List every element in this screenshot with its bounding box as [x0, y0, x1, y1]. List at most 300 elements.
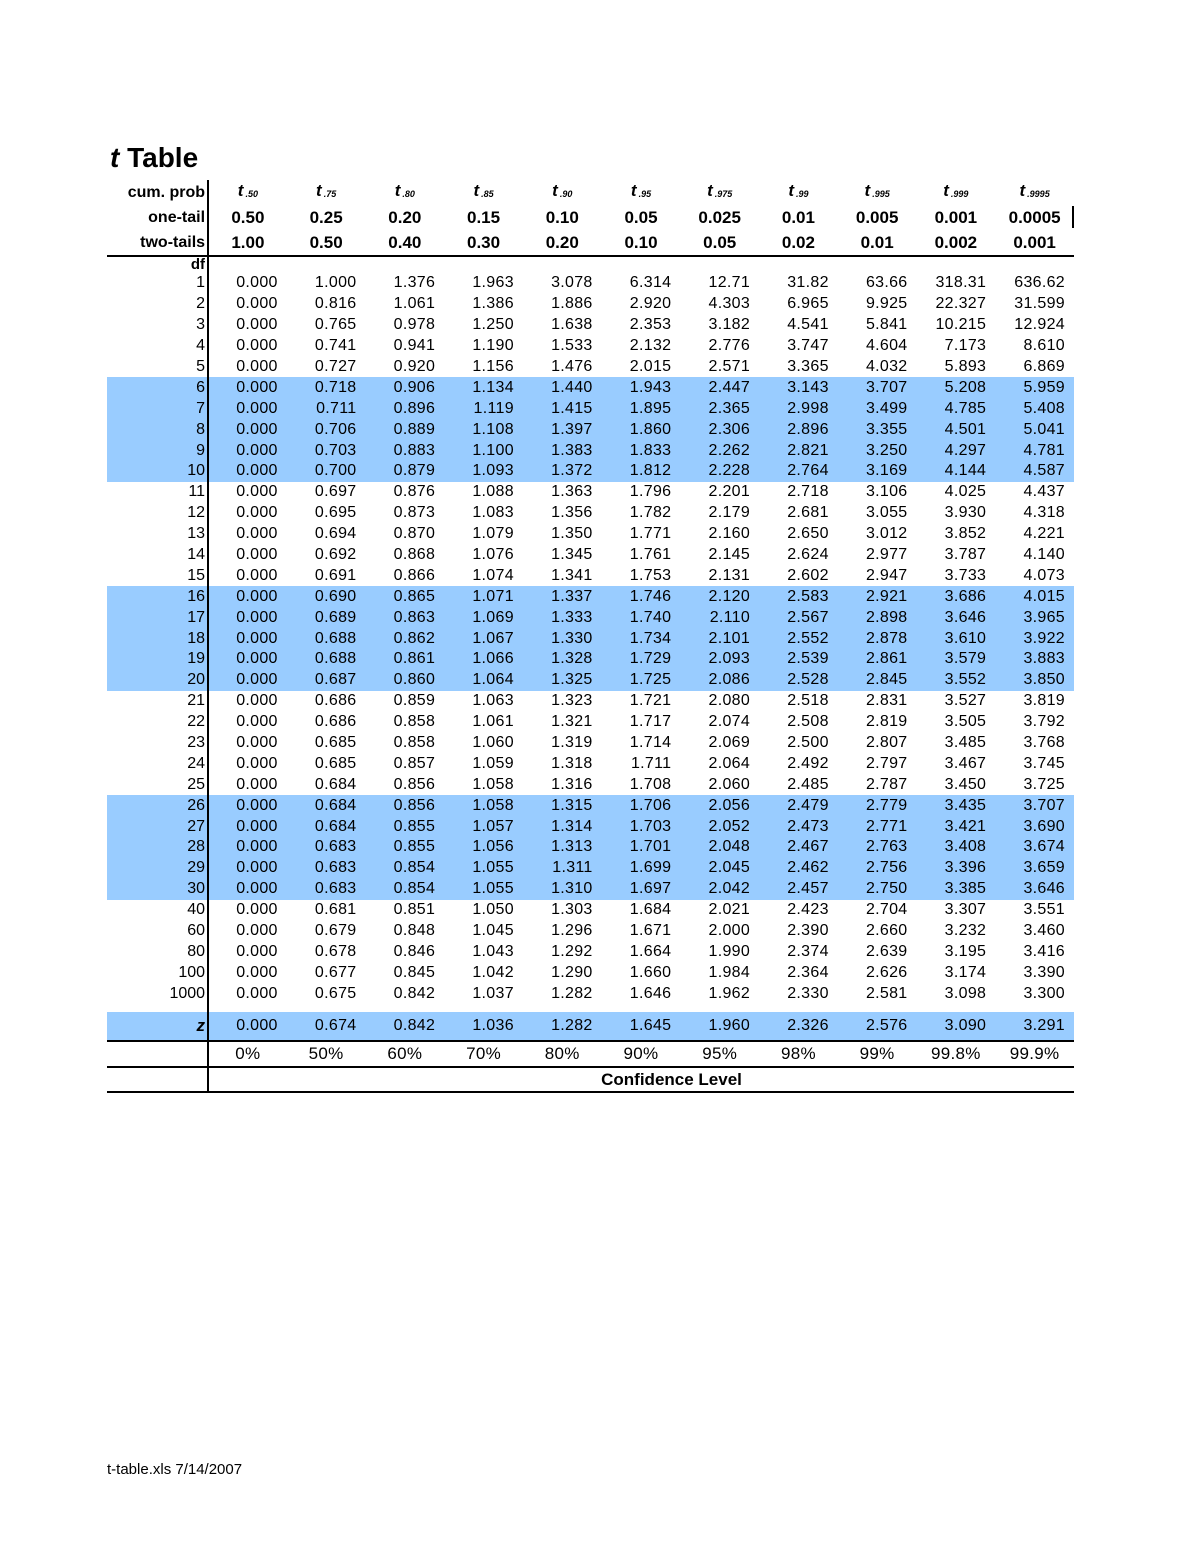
table-row — [107, 733, 1074, 754]
critical-value-cell: 4.318 — [1023, 504, 1065, 522]
critical-value-cell: 3.768 — [1023, 734, 1065, 752]
critical-value-cell: 1.363 — [551, 483, 593, 501]
critical-value-cell: 1.282 — [551, 984, 593, 1002]
critical-value-cell: 0.846 — [393, 942, 436, 960]
critical-value-cell: 3.467 — [944, 754, 987, 772]
cum-prob-t-symbol: t — [1019, 181, 1026, 200]
critical-value-cell: 0.855 — [365, 816, 444, 837]
cum-prob-subscript: .80 — [402, 189, 415, 199]
z-value-cell: 2.326 — [759, 1012, 838, 1041]
cum-prob-cell — [602, 180, 681, 205]
critical-value-cell: 0.683 — [287, 879, 366, 900]
critical-value-cell: 1.350 — [551, 525, 593, 543]
critical-value-cell: 2.898 — [838, 607, 917, 628]
critical-value-cell: 0.000 — [236, 358, 278, 375]
critical-value-cell: 2.750 — [838, 879, 917, 900]
critical-value-cell: 3.610 — [917, 628, 996, 649]
critical-value-cell: 12.71 — [708, 274, 751, 292]
table-row — [107, 273, 1074, 294]
two-tails-row — [107, 230, 1074, 256]
critical-value-cell: 1.061 — [472, 713, 514, 731]
critical-value-cell: 318.31 — [935, 274, 987, 292]
critical-value-cell: 3.930 — [944, 504, 987, 522]
critical-value-cell: 1.703 — [602, 816, 681, 837]
critical-value-cell: 6.314 — [629, 274, 672, 292]
critical-value-cell: 1.746 — [602, 586, 681, 607]
z-value-cell: 3.291 — [995, 1012, 1074, 1041]
critical-value-cell: 0.889 — [365, 419, 444, 440]
critical-value-cell: 0.000 — [236, 734, 278, 752]
critical-value-cell: 0.687 — [287, 670, 366, 691]
critical-value-cell: 1.037 — [472, 984, 514, 1002]
df-value: 40 — [107, 900, 208, 921]
critical-value-cell: 0.941 — [393, 337, 436, 355]
critical-value-cell: 2.131 — [708, 566, 751, 584]
critical-value-cell: 0.727 — [314, 358, 357, 375]
critical-value-cell: 3.143 — [759, 377, 838, 398]
critical-value-cell: 0.858 — [393, 734, 436, 752]
critical-value-cell: 0.000 — [208, 607, 287, 628]
critical-value-cell: 0.860 — [365, 670, 444, 691]
z-value-cell: 1.645 — [602, 1012, 681, 1041]
critical-value-cell: 3.307 — [944, 901, 987, 919]
two-tails-cell: 0.02 — [781, 232, 815, 252]
critical-value-cell: 0.683 — [287, 858, 366, 879]
confidence-percent-cell: 99.9% — [995, 1041, 1074, 1067]
critical-value-cell: 2.423 — [787, 901, 829, 919]
critical-value-cell: 1.796 — [629, 483, 672, 501]
critical-value-cell: 3.792 — [1023, 713, 1065, 731]
critical-value-cell: 0.000 — [236, 316, 278, 334]
critical-value-cell: 0.854 — [365, 879, 444, 900]
title-rest: Table — [127, 142, 199, 173]
critical-value-cell: 3.527 — [944, 692, 987, 710]
critical-value-cell: 2.567 — [759, 607, 838, 628]
critical-value-cell: 0.000 — [208, 795, 287, 816]
cum-prob-subscript: .75 — [323, 189, 337, 199]
critical-value-cell: 0.685 — [314, 754, 357, 772]
critical-value-cell: 1.066 — [444, 649, 523, 670]
df-value: 5 — [107, 357, 208, 378]
table-row — [107, 983, 1074, 1004]
critical-value-cell: 1.333 — [523, 607, 602, 628]
critical-value-cell: 2.878 — [838, 628, 917, 649]
df-value: 17 — [107, 607, 208, 628]
table-row — [107, 377, 1074, 398]
critical-value-cell: 1.316 — [551, 775, 593, 793]
critical-value-cell: 2.145 — [708, 546, 751, 564]
critical-value-cell: 1.325 — [523, 670, 602, 691]
critical-value-cell: 0.688 — [287, 628, 366, 649]
cum-prob-t-symbol: t — [707, 181, 713, 200]
critical-value-cell: 0.868 — [393, 546, 436, 564]
critical-value-cell: 2.660 — [865, 922, 908, 940]
critical-value-cell: 0.765 — [314, 316, 357, 334]
critical-value-cell: 2.492 — [787, 754, 829, 772]
critical-value-cell: 3.182 — [708, 316, 751, 334]
critical-value-cell: 3.169 — [838, 461, 917, 482]
critical-value-cell: 1.058 — [472, 775, 514, 793]
critical-value-cell: 5.208 — [917, 377, 996, 398]
critical-value-cell: 0.675 — [314, 984, 357, 1002]
critical-value-cell: 1.076 — [472, 546, 514, 564]
critical-value-cell: 3.416 — [1023, 942, 1065, 960]
two-tails-cell: 0.002 — [934, 232, 978, 252]
critical-value-cell: 0.711 — [287, 398, 366, 419]
critical-value-cell: 1.108 — [444, 419, 523, 440]
two-tails-cell: 0.50 — [309, 232, 343, 252]
confidence-percent-cell: 95% — [680, 1041, 759, 1067]
critical-value-cell: 1.706 — [602, 795, 681, 816]
critical-value-cell: 0.692 — [314, 546, 357, 564]
critical-value-cell: 5.893 — [944, 358, 987, 375]
critical-value-cell: 1.328 — [523, 649, 602, 670]
critical-value-cell: 0.000 — [236, 713, 278, 731]
df-value: 30 — [107, 879, 208, 900]
critical-value-cell: 3.552 — [917, 670, 996, 691]
critical-value-cell: 1.943 — [602, 377, 681, 398]
z-label: z — [107, 1012, 208, 1041]
critical-value-cell: 0.879 — [365, 461, 444, 482]
critical-value-cell: 2.069 — [708, 734, 751, 752]
df-value: 9 — [107, 440, 208, 461]
critical-value-cell: 2.581 — [865, 984, 908, 1002]
critical-value-cell: 0.684 — [314, 775, 357, 793]
critical-value-cell: 1.323 — [551, 692, 593, 710]
cum-prob-t-symbol: t — [630, 181, 637, 200]
one-tail-cell: 0.001 — [934, 207, 978, 227]
df-value: 23 — [107, 733, 208, 754]
critical-value-cell: 1.701 — [602, 837, 681, 858]
critical-value-cell: 1.476 — [551, 358, 593, 375]
cum-prob-t-symbol: t — [943, 181, 949, 200]
critical-value-cell: 1.314 — [523, 816, 602, 837]
critical-value-cell: 2.462 — [759, 858, 838, 879]
critical-value-cell: 1.638 — [551, 316, 593, 334]
critical-value-cell: 0.848 — [393, 922, 436, 940]
critical-value-cell: 2.330 — [787, 984, 829, 1002]
critical-value-cell: 1.057 — [444, 816, 523, 837]
critical-value-cell: 1.055 — [444, 858, 523, 879]
critical-value-cell: 4.785 — [917, 398, 996, 419]
two-tails-cell: 0.01 — [860, 232, 894, 252]
critical-value-cell: 4.015 — [995, 586, 1074, 607]
critical-value-cell: 1.664 — [629, 942, 672, 960]
df-value: 25 — [107, 774, 208, 795]
critical-value-cell: 4.781 — [995, 440, 1074, 461]
critical-value-cell: 2.228 — [680, 461, 759, 482]
critical-value-cell: 0.000 — [236, 963, 278, 981]
critical-value-cell: 0.000 — [208, 440, 287, 461]
critical-value-cell: 2.650 — [787, 525, 829, 543]
critical-value-cell: 3.965 — [995, 607, 1074, 628]
critical-value-cell: 3.819 — [1023, 692, 1065, 710]
critical-value-cell: 4.541 — [787, 316, 829, 334]
table-row — [107, 962, 1074, 983]
critical-value-cell: 1.093 — [444, 461, 523, 482]
critical-value-cell: 3.365 — [787, 358, 829, 375]
critical-value-cell: 2.528 — [759, 670, 838, 691]
critical-value-cell: 1.042 — [472, 963, 514, 981]
critical-value-cell: 2.861 — [838, 649, 917, 670]
critical-value-cell: 0.681 — [314, 901, 357, 919]
critical-value-cell: 4.140 — [1023, 546, 1065, 564]
critical-value-cell: 1.714 — [629, 734, 672, 752]
page-title — [110, 142, 198, 174]
critical-value-cell: 3.883 — [995, 649, 1074, 670]
critical-value-cell: 2.896 — [759, 419, 838, 440]
table-row — [107, 712, 1074, 733]
cum-prob-cell — [287, 180, 366, 205]
critical-value-cell: 2.787 — [865, 775, 908, 793]
two-tails-label: two-tails — [107, 230, 208, 256]
critical-value-cell: 1.533 — [551, 337, 593, 355]
table-row — [107, 837, 1074, 858]
critical-value-cell: 1.321 — [551, 713, 593, 731]
critical-value-cell: 1.315 — [523, 795, 602, 816]
critical-value-cell: 4.297 — [917, 440, 996, 461]
critical-value-cell: 2.639 — [865, 942, 908, 960]
df-value: 100 — [107, 962, 208, 983]
cum-prob-t-symbol: t — [552, 181, 558, 200]
table-row — [107, 586, 1074, 607]
critical-value-cell: 0.000 — [208, 879, 287, 900]
critical-value-cell: 1.074 — [472, 566, 514, 584]
critical-value-cell: 1.356 — [551, 504, 593, 522]
critical-value-cell: 2.539 — [759, 649, 838, 670]
confidence-label-row — [107, 1067, 1074, 1092]
critical-value-cell: 1.383 — [523, 440, 602, 461]
cum-prob-cell — [208, 180, 287, 205]
critical-value-cell: 2.797 — [865, 754, 908, 772]
critical-value-cell: 2.101 — [680, 628, 759, 649]
critical-value-cell: 2.306 — [680, 419, 759, 440]
critical-value-cell: 1.310 — [523, 879, 602, 900]
df-value: 60 — [107, 921, 208, 942]
critical-value-cell: 1.134 — [444, 377, 523, 398]
critical-value-cell: 3.551 — [1023, 901, 1065, 919]
critical-value-cell: 0.678 — [314, 942, 357, 960]
critical-value-cell: 2.718 — [787, 483, 829, 501]
table-row — [107, 315, 1074, 336]
table-row — [107, 670, 1074, 691]
critical-value-cell: 2.571 — [708, 358, 751, 375]
critical-value-cell: 2.056 — [680, 795, 759, 816]
critical-value-cell: 2.756 — [838, 858, 917, 879]
critical-value-cell: 3.745 — [1023, 754, 1065, 772]
critical-value-cell: 3.485 — [944, 734, 987, 752]
critical-value-cell: 3.850 — [995, 670, 1074, 691]
critical-value-cell: 0.854 — [365, 858, 444, 879]
table-row — [107, 482, 1074, 503]
critical-value-cell: 0.741 — [314, 337, 357, 355]
critical-value-cell: 1.708 — [629, 775, 672, 793]
critical-value-cell: 4.025 — [944, 483, 987, 501]
df-value: 15 — [107, 565, 208, 586]
confidence-label-blank — [107, 1067, 208, 1092]
one-tail-cell: 0.01 — [781, 207, 815, 227]
cum-prob-subscript: .999 — [950, 189, 969, 199]
critical-value-cell: 1.386 — [472, 295, 514, 313]
critical-value-cell: 12.924 — [1014, 316, 1065, 334]
critical-value-cell: 2.390 — [787, 922, 829, 940]
table-row — [107, 649, 1074, 670]
table-row — [107, 461, 1074, 482]
one-tail-label: one-tail — [107, 205, 208, 230]
critical-value-cell: 2.500 — [787, 734, 829, 752]
critical-value-cell: 2.771 — [838, 816, 917, 837]
df-value: 8 — [107, 419, 208, 440]
critical-value-cell: 4.604 — [865, 337, 908, 355]
critical-value-cell: 1.292 — [551, 942, 593, 960]
df-value: 2 — [107, 294, 208, 315]
critical-value-cell: 0.000 — [236, 754, 278, 772]
critical-value-cell: 1.341 — [551, 566, 593, 584]
critical-value-cell: 1.067 — [444, 628, 523, 649]
critical-value-cell: 3.690 — [995, 816, 1074, 837]
critical-value-cell: 2.120 — [680, 586, 759, 607]
df-value: 11 — [107, 482, 208, 503]
cum-prob-subscript: .99 — [796, 189, 809, 199]
df-value: 13 — [107, 524, 208, 545]
critical-value-cell: 3.747 — [787, 337, 829, 355]
critical-value-cell: 0.000 — [236, 504, 278, 522]
table-row — [107, 942, 1074, 963]
critical-value-cell: 0.684 — [287, 795, 366, 816]
critical-value-cell: 0.856 — [393, 775, 436, 793]
critical-value-cell: 3.055 — [865, 504, 908, 522]
critical-value-cell: 2.365 — [680, 398, 759, 419]
critical-value-cell: 3.078 — [551, 274, 593, 292]
cum-prob-subscript: .95 — [638, 189, 652, 199]
critical-value-cell: 0.697 — [314, 483, 357, 501]
critical-value-cell: 1.079 — [472, 525, 514, 543]
critical-value-cell: 0.000 — [236, 546, 278, 564]
table-row — [107, 419, 1074, 440]
table-row — [107, 336, 1074, 357]
z-value-cell: 0.000 — [208, 1012, 287, 1041]
critical-value-cell: 3.674 — [995, 837, 1074, 858]
df-value: 1 — [107, 273, 208, 294]
critical-value-cell: 2.552 — [759, 628, 838, 649]
df-value: 24 — [107, 753, 208, 774]
cum-prob-cell — [995, 180, 1074, 205]
critical-value-cell: 1.812 — [602, 461, 681, 482]
confidence-percent-cell: 99% — [838, 1041, 917, 1067]
critical-value-cell: 0.862 — [365, 628, 444, 649]
z-value-cell: 1.036 — [444, 1012, 523, 1041]
critical-value-cell: 5.841 — [865, 316, 908, 334]
critical-value-cell: 3.852 — [944, 525, 987, 543]
critical-value-cell: 2.998 — [759, 398, 838, 419]
critical-value-cell: 1.056 — [444, 837, 523, 858]
df-value: 20 — [107, 670, 208, 691]
critical-value-cell: 4.587 — [995, 461, 1074, 482]
critical-value-cell: 0.679 — [314, 922, 357, 940]
critical-value-cell: 1.069 — [444, 607, 523, 628]
critical-value-cell: 1.717 — [629, 713, 672, 731]
critical-value-cell: 0.920 — [393, 358, 436, 375]
critical-value-cell: 0.842 — [393, 984, 436, 1002]
critical-value-cell: 3.579 — [917, 649, 996, 670]
critical-value-cell: 1.415 — [523, 398, 602, 419]
critical-value-cell: 22.327 — [935, 295, 987, 313]
critical-value-cell: 2.080 — [708, 692, 751, 710]
two-tails-cell: 0.40 — [388, 232, 422, 252]
confidence-percent-cell: 99.8% — [917, 1041, 996, 1067]
critical-value-cell: 1.440 — [523, 377, 602, 398]
critical-value-cell: 0.816 — [314, 295, 357, 313]
table-row — [107, 545, 1074, 566]
critical-value-cell: 0.718 — [287, 377, 366, 398]
cum-prob-t-symbol: t — [237, 181, 244, 200]
critical-value-cell: 0.000 — [208, 586, 287, 607]
table-row — [107, 440, 1074, 461]
cum-prob-t-symbol: t — [394, 181, 401, 200]
confidence-percent-cell: 0% — [208, 1041, 287, 1067]
critical-value-cell: 2.779 — [838, 795, 917, 816]
cum-prob-row — [107, 180, 1074, 205]
critical-value-cell: 2.704 — [865, 901, 908, 919]
critical-value-cell: 0.000 — [236, 337, 278, 355]
t-table-body — [107, 180, 1074, 1092]
critical-value-cell: 0.703 — [287, 440, 366, 461]
critical-value-cell: 3.300 — [1023, 984, 1065, 1002]
critical-value-cell: 2.374 — [787, 942, 829, 960]
table-row — [107, 900, 1074, 921]
title-t: t — [110, 142, 120, 173]
table-row — [107, 691, 1074, 712]
critical-value-cell: 0.683 — [287, 837, 366, 858]
cell-cursor — [1072, 206, 1074, 228]
critical-value-cell: 1.119 — [444, 398, 523, 419]
cum-prob-cell — [917, 180, 996, 205]
critical-value-cell: 1.250 — [472, 316, 514, 334]
critical-value-cell: 1.963 — [472, 274, 514, 292]
critical-value-cell: 1.699 — [602, 858, 681, 879]
cum-prob-cell — [680, 180, 759, 205]
critical-value-cell: 1.060 — [472, 734, 514, 752]
table-row — [107, 607, 1074, 628]
cum-prob-subscript: .50 — [245, 189, 258, 199]
critical-value-cell: 0.000 — [208, 858, 287, 879]
critical-value-cell: 2.821 — [759, 440, 838, 461]
confidence-percent-cell: 60% — [365, 1041, 444, 1067]
critical-value-cell: 0.000 — [236, 274, 278, 292]
critical-value-cell: 2.048 — [680, 837, 759, 858]
one-tail-cell: 0.025 — [698, 207, 741, 227]
critical-value-cell: 0.978 — [393, 316, 436, 334]
critical-value-cell: 0.866 — [393, 566, 436, 584]
df-value: 18 — [107, 628, 208, 649]
table-row — [107, 524, 1074, 545]
critical-value-cell: 1.330 — [523, 628, 602, 649]
critical-value-cell: 0.883 — [365, 440, 444, 461]
critical-value-cell: 2.132 — [629, 337, 672, 355]
df-value: 16 — [107, 586, 208, 607]
critical-value-cell: 0.000 — [236, 483, 278, 501]
critical-value-cell: 2.764 — [759, 461, 838, 482]
df-value: 6 — [107, 377, 208, 398]
critical-value-cell: 1.058 — [444, 795, 523, 816]
two-tails-cell: 0.30 — [467, 232, 501, 252]
critical-value-cell: 1.725 — [602, 670, 681, 691]
critical-value-cell: 3.787 — [944, 546, 987, 564]
critical-value-cell: 2.467 — [759, 837, 838, 858]
critical-value-cell: 3.733 — [944, 566, 987, 584]
table-row — [107, 921, 1074, 942]
critical-value-cell: 3.505 — [944, 713, 987, 731]
